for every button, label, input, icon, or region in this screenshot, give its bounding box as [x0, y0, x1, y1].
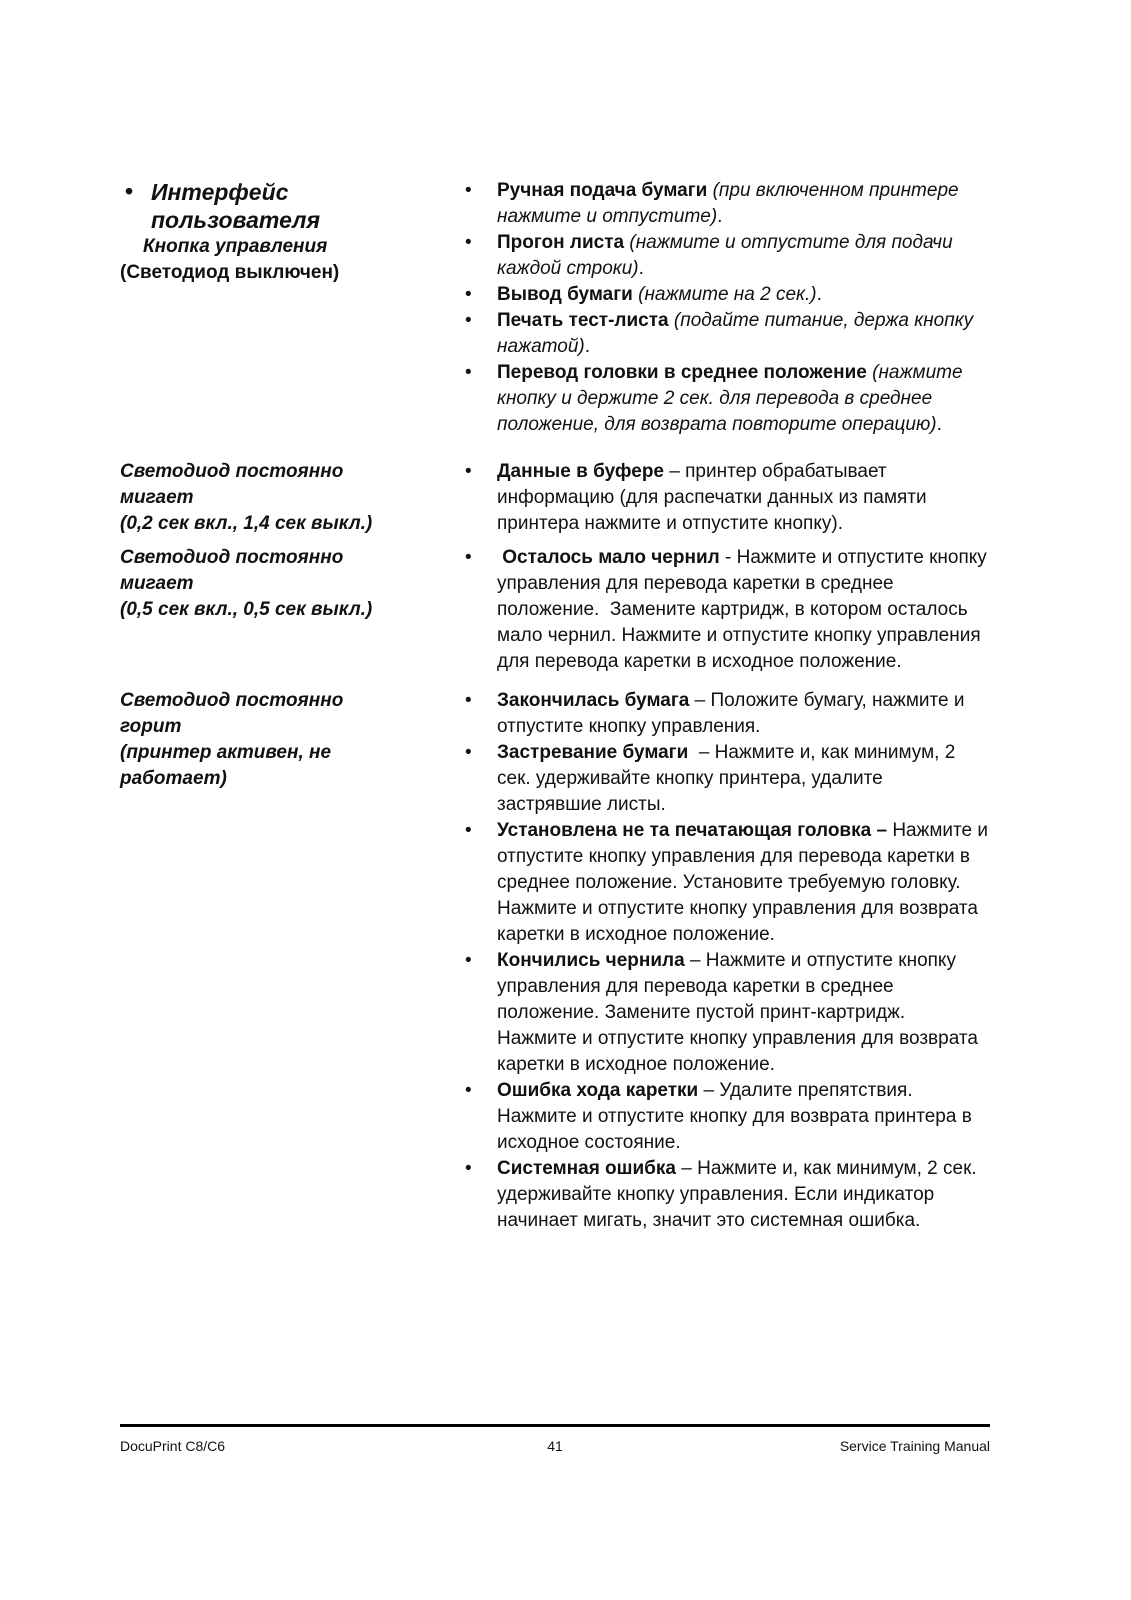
left-line [120, 740, 453, 766]
text-segment: Ошибка хода каретки [497, 1080, 699, 1101]
left-line-text: мигает [120, 487, 194, 508]
text-segment: Осталось мало чернил [497, 547, 720, 568]
text-segment: . [584, 336, 591, 357]
left-line-text: (0,2 сек вкл., 1,4 сек выкл.) [120, 513, 373, 534]
list-item [465, 308, 990, 360]
text-segment: Системная ошибка [497, 1158, 676, 1179]
bullet-icon: • [465, 547, 472, 568]
list-item-text [497, 178, 990, 230]
bullet-icon: • [465, 742, 472, 763]
content-row [120, 178, 990, 438]
text-segment: – Нажмите и, как минимум, 2 сек. удерживайте кнопку принтера, удалите застрявшие листы. [497, 742, 961, 815]
led-state-label [120, 688, 465, 792]
list-item [465, 948, 990, 1078]
text-segment: – Удалите препятствия. Нажмите и отпустите кнопку для возврата принтера в исходное состояние. [497, 1080, 978, 1153]
list-item [465, 1078, 990, 1156]
bullet-list [465, 459, 990, 537]
text-segment: . [717, 206, 723, 227]
left-line-text: Кнопка управления [143, 236, 328, 257]
bullet-icon: • [465, 180, 472, 201]
text-segment: (нажмите и отпустите для подачи каждой строки) [497, 232, 958, 279]
bullet-icon: • [465, 310, 472, 331]
left-line [120, 688, 453, 714]
left-line-text: Светодиод постоянно [120, 461, 344, 482]
led-state-label [120, 178, 465, 286]
list-item [465, 818, 994, 948]
left-line [120, 511, 453, 537]
list-item [465, 230, 990, 282]
list-item-text [497, 545, 993, 675]
page-footer [120, 1424, 990, 1454]
led-state-label [120, 545, 465, 623]
footer-text-row [120, 1438, 990, 1454]
list-item [465, 688, 990, 740]
text-segment: . [936, 414, 942, 435]
bullet-icon: • [465, 820, 472, 841]
list-item [465, 1156, 990, 1234]
left-line [120, 234, 453, 260]
left-line [120, 714, 453, 740]
list-item [465, 545, 993, 675]
left-line-text: (принтер активен, не [120, 742, 332, 763]
text-segment: Ручная подача бумаги [497, 180, 713, 201]
bullet-list [465, 545, 993, 675]
left-line [120, 459, 453, 485]
text-segment: (подайте питание, держа кнопку нажатой) [497, 310, 979, 357]
text-segment: Данные в буфере [497, 461, 665, 482]
bullet-icon: • [465, 1080, 472, 1101]
list-item-text [497, 459, 990, 537]
content-row [120, 688, 994, 1234]
text-segment: . [638, 258, 644, 279]
text-segment: Перевод головки в среднее положение [497, 362, 873, 383]
content-rows [120, 178, 994, 1234]
left-line-text: Светодиод постоянно [120, 547, 344, 568]
list-item [465, 282, 990, 308]
text-segment: - Нажмите и отпустите кнопку управления для перевода каретки в среднее положение. Замените картридж, в котором осталось мало чернил. Нажмите и отпустите кнопку управления для перевода каретки в исходное положение. [497, 547, 993, 672]
text-segment: Кончились чернила [497, 950, 685, 971]
text-segment: Нажмите и отпустите кнопку управления для перевода каретки в среднее положение. Установите требуемую головку. Нажмите и отпустите кнопку управления для возврата каретки в исходное положение. [497, 820, 994, 945]
bullet-icon: • [125, 178, 134, 204]
left-line [120, 485, 453, 511]
text-segment: Прогон листа [497, 232, 630, 253]
list-item [465, 740, 990, 818]
left-line-text: (0,5 сек вкл., 0,5 сек выкл.) [120, 599, 373, 620]
text-segment: . [816, 284, 822, 305]
bullet-list [465, 688, 994, 1234]
list-item [465, 459, 990, 537]
bullet-icon: • [465, 461, 472, 482]
left-line-text: мигает [120, 573, 194, 594]
left-line [120, 766, 453, 792]
list-item-text [497, 688, 990, 740]
footer-rule [120, 1424, 990, 1427]
text-segment: (нажмите на 2 сек.) [638, 284, 817, 305]
text-segment: – Нажмите и отпустите кнопку управления для перевода каретки в среднее положение. Замените пустой принт-картридж. Нажмите и отпустите кнопку управления для возврата каретки в исходное положение. [497, 950, 984, 1075]
left-line-text: Светодиод постоянно [120, 690, 344, 711]
left-line-text: пользователя [151, 207, 320, 233]
bullet-icon: • [465, 1158, 472, 1179]
left-line-text: горит [120, 716, 182, 737]
text-segment: (при включенном принтере нажмите и отпустите) [497, 180, 964, 227]
left-line [120, 178, 453, 206]
text-segment: – Положите бумагу, нажмите и отпустите кнопку управления. [497, 690, 970, 737]
left-line [120, 206, 453, 234]
list-item-text [497, 230, 990, 282]
text-segment: – Нажмите и, как минимум, 2 сек. удерживайте кнопку управления. Если индикатор начинает мигать, значит это системная ошибка. [497, 1158, 982, 1231]
list-item [465, 360, 990, 438]
text-segment: Вывод бумаги [497, 284, 639, 305]
left-line [120, 571, 453, 597]
bullet-icon: • [465, 690, 472, 711]
list-item-text [497, 1156, 990, 1234]
left-line-text: работает) [120, 768, 227, 789]
left-line [120, 260, 453, 286]
list-item-text [497, 1078, 990, 1156]
list-item-text [497, 360, 990, 438]
list-item-text [497, 282, 990, 308]
bullet-icon: • [465, 362, 472, 383]
bullet-icon: • [465, 232, 472, 253]
led-state-label [120, 459, 465, 537]
footer-manual-title: Service Training Manual [839, 1438, 990, 1454]
list-item-text [497, 948, 990, 1078]
content-row [120, 459, 990, 537]
footer-doc-title: DocuPrint C8/C6 [120, 1438, 226, 1454]
list-item-text [497, 308, 990, 360]
bullet-list [465, 178, 990, 438]
text-segment: – принтер обрабатывает информацию (для распечатки данных из памяти принтера нажмите и отпустите кнопку). [497, 461, 932, 534]
text-segment: Печать тест-листа [497, 310, 674, 331]
list-item-text [497, 740, 990, 818]
left-line-text: (Светодиод выключен) [120, 262, 340, 283]
bullet-icon: • [465, 950, 472, 971]
text-segment: (нажмите кнопку и держите 2 сек. для перевода в среднее положение, для возврата повторите операцию) [497, 362, 968, 435]
left-line [120, 597, 453, 623]
left-line [120, 545, 453, 571]
text-segment: Застревание бумаги [497, 742, 694, 763]
text-segment: Закончилась бумага [497, 690, 690, 711]
bullet-icon: • [465, 284, 472, 305]
text-segment: Установлена не та печатающая головка – [497, 820, 888, 841]
content-row [120, 545, 993, 675]
list-item-text [497, 818, 994, 948]
footer-page-number: 41 [547, 1438, 563, 1454]
list-item [465, 178, 990, 230]
left-line-text: Интерфейс [151, 179, 289, 205]
